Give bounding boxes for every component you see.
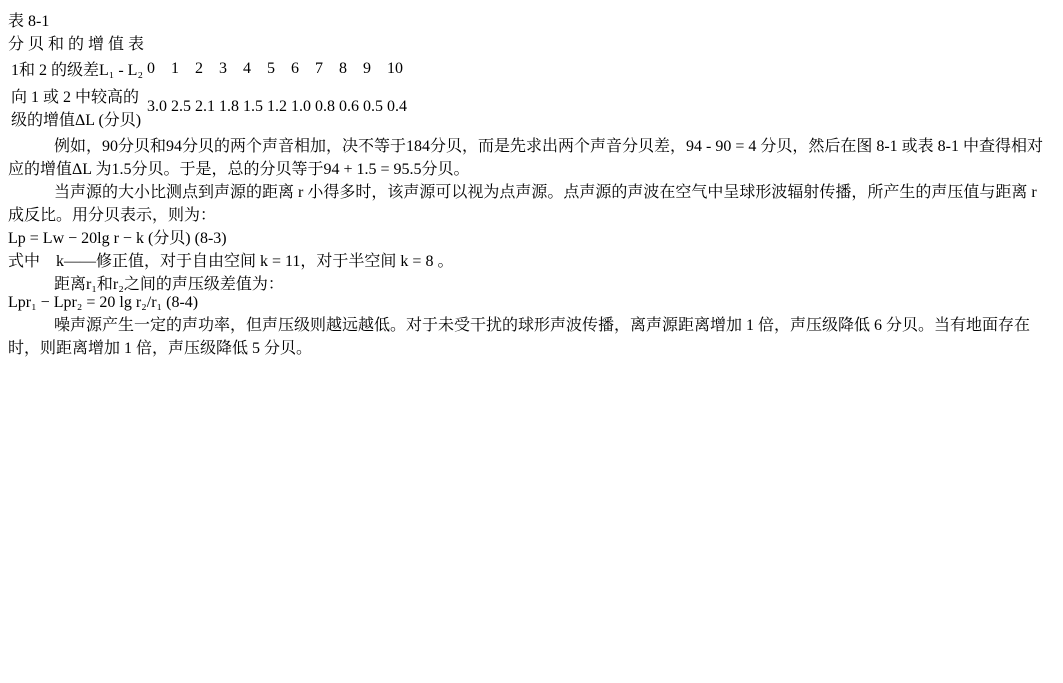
row-header-increment-line2: 级的增值ΔL (分贝) <box>11 112 142 129</box>
row-header-difference: 1和 2 的级差L₁ - L₂ <box>11 62 144 79</box>
diff-cell: 10 <box>387 59 404 77</box>
paragraph-attenuation: 噪声源产生一定的声功率，但声压级则越远越低。对于未受干扰的球形声波传播，离声源距离增加 1 倍，声压级降低 6 分贝。当有地面存在时，则距离增加 1 倍，声压级降低 5 分贝。 <box>8 317 1031 357</box>
increment-cell: 0.4 <box>387 98 408 115</box>
paragraph-point-source: 当声源的大小比测点到声源的距离 r 小得多时，该声源可以视为点声源。点声源的声波在空气中呈球形波辐射传播，所产生的声压值与距离 r 成反比。用分贝表示，则为： <box>8 184 1037 224</box>
diff-cell: 8 <box>339 59 348 77</box>
table-row-increments <box>10 83 408 131</box>
paragraph-example: 例如，90分贝和94分贝的两个声音相加，决不等于184分贝，而是先求出两个声音分贝差，94 - 90 = 4 分贝，然后在图 8-1 或表 8-1 中查得相对应的增值ΔL 为1.5分贝。于是，总的分贝等于94 + 1.5 = 95.5分贝。 <box>8 138 1044 178</box>
increment-cell: 0.8 <box>315 98 336 115</box>
table-label: 表 8-1 <box>8 13 50 30</box>
diff-cell: 6 <box>291 59 300 77</box>
formula-8-4 <box>8 294 1055 312</box>
diff-cell: 3 <box>219 59 228 77</box>
table-row-differences <box>10 56 408 81</box>
increment-cell: 1.8 <box>219 98 240 115</box>
where-clause: 式中 k——修正值，对于自由空间 k = 11，对于半空间 k = 8 。 <box>8 253 454 270</box>
increment-cell: 0.6 <box>339 98 360 115</box>
formula-8-4-number: (8-4) <box>166 294 199 311</box>
diff-cell: 1 <box>171 59 180 77</box>
increment-cell: 1.0 <box>291 98 312 115</box>
formula-8-3-number: (8-3) <box>194 230 227 247</box>
diff-cell: 2 <box>195 59 204 77</box>
document-page <box>8 8 1055 358</box>
increment-cell: 1.2 <box>267 98 288 115</box>
formula-8-4-expression: Lpr₁ − Lpr₂ = 20 lg r₂/r₁ <box>8 294 163 311</box>
diff-cell: 4 <box>243 59 252 77</box>
paragraph-level-difference: 距离r₁和r₂之间的声压级差值为： <box>54 276 284 293</box>
formula-8-3 <box>8 225 1055 248</box>
row-header-increment-line1: 向 1 或 2 中较高的 <box>11 89 140 106</box>
table-header <box>8 8 1055 54</box>
increment-cell: 0.5 <box>363 98 384 115</box>
decibel-addition-table <box>8 54 410 133</box>
diff-cell: 5 <box>267 59 276 77</box>
table-title: 分 贝 和 的 增 值 表 <box>8 36 145 53</box>
row-header-increment <box>10 83 144 131</box>
increment-cell: 3.0 <box>147 98 168 115</box>
increment-cell: 2.1 <box>195 98 216 115</box>
diff-cell: 9 <box>363 59 372 77</box>
formula-8-3-expression: Lp = Lw − 20lg r − k (分贝) <box>8 230 191 247</box>
diff-cell: 0 <box>147 59 156 77</box>
increment-cell: 2.5 <box>171 98 192 115</box>
diff-cell: 7 <box>315 59 324 77</box>
increment-cell: 1.5 <box>243 98 264 115</box>
